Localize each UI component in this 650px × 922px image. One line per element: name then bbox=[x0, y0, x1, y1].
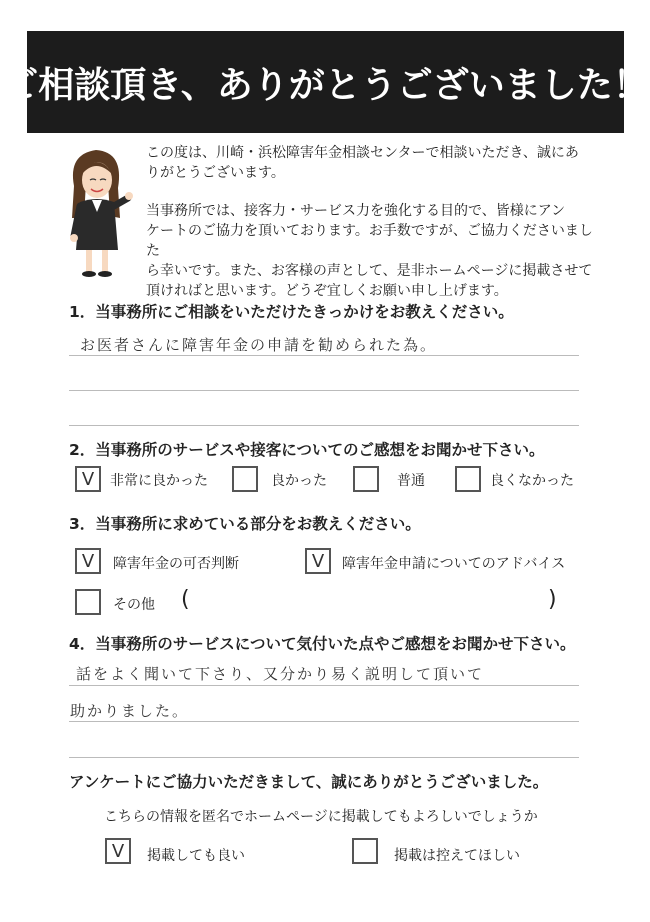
question-4-answer-line-1: 話をよく聞いて下さり、又分かり易く説明して頂いて bbox=[76, 665, 485, 683]
intro-line: ら幸いです。また、お客様の声として、是非ホームページに掲載させて bbox=[146, 263, 593, 279]
option-very-good-label: 非常に良かった bbox=[110, 473, 208, 489]
checkbox-other[interactable] bbox=[75, 589, 101, 615]
intro-line: 当事務所では、接客力・サービス力を強化する目的で、皆様にアン bbox=[146, 203, 566, 219]
title-banner bbox=[2, 31, 649, 133]
intro-paragraph-2 bbox=[146, 201, 596, 301]
checkbox-not-good[interactable] bbox=[455, 466, 481, 492]
option-average-label: 普通 bbox=[397, 473, 425, 489]
option-other-label: その他 bbox=[113, 597, 155, 613]
question-1-answer: お医者さんに障害年金の申請を勧められた為。 bbox=[80, 336, 438, 354]
answer-line bbox=[69, 355, 579, 356]
checkbox-advice[interactable]: V bbox=[305, 548, 331, 574]
option-not-good-label: 良くなかった bbox=[490, 473, 574, 489]
answer-line bbox=[69, 425, 579, 426]
option-advice-label: 障害年金申請についてのアドバイス bbox=[342, 556, 566, 572]
checkbox-good[interactable] bbox=[232, 466, 258, 492]
staff-illustration bbox=[60, 140, 136, 280]
intro-line: ケートのご協力を頂いております。お手数ですが、ご協力くださいました bbox=[146, 223, 593, 259]
question-1-title: 1．当事務所にご相談をいただけたきっかけをお教えください。 bbox=[69, 303, 514, 321]
answer-line bbox=[69, 685, 579, 686]
other-open-paren: ( bbox=[181, 587, 190, 612]
checkbox-eligibility[interactable]: V bbox=[75, 548, 101, 574]
intro-line: りがとうございます。 bbox=[146, 165, 285, 181]
checkbox-very-good[interactable]: V bbox=[75, 466, 101, 492]
option-eligibility-label: 障害年金の可否判断 bbox=[113, 556, 239, 572]
other-close-paren: ) bbox=[548, 587, 557, 612]
question-3-title: 3．当事務所に求めている部分をお教えください。 bbox=[69, 515, 421, 533]
publish-no-label: 掲載は控えてほしい bbox=[394, 848, 520, 864]
publish-ok-label: 掲載しても良い bbox=[147, 848, 245, 864]
option-good-label: 良かった bbox=[271, 473, 327, 489]
checkbox-publish-ok[interactable]: V bbox=[105, 838, 131, 864]
question-4-answer-line-2: 助かりました。 bbox=[70, 702, 190, 720]
intro-line: 頂ければと思います。どうぞ宜しくお願い申し上げます。 bbox=[146, 283, 508, 299]
page-title: ご相談頂き、ありがとうございました！ bbox=[2, 64, 649, 106]
closing-thanks: アンケートにご協力いただきまして、誠にありがとうございました。 bbox=[69, 773, 549, 791]
question-2-title: 2．当事務所のサービスや接客についてのご感想をお聞かせ下さい。 bbox=[69, 441, 545, 459]
intro-paragraph-1 bbox=[146, 143, 596, 183]
publish-question: こちらの情報を匿名でホームページに掲載してもよろしいでしょうか bbox=[104, 809, 538, 825]
checkbox-average[interactable] bbox=[353, 466, 379, 492]
answer-line bbox=[69, 721, 579, 722]
question-4-title: 4．当事務所のサービスについて気付いた点やご感想をお聞かせ下さい。 bbox=[69, 635, 576, 653]
intro-line: この度は、川崎・浜松障害年金相談センターで相談いただき、誠にあ bbox=[146, 145, 579, 161]
answer-line bbox=[69, 390, 579, 391]
answer-line bbox=[69, 757, 579, 758]
checkbox-publish-no[interactable] bbox=[352, 838, 378, 864]
